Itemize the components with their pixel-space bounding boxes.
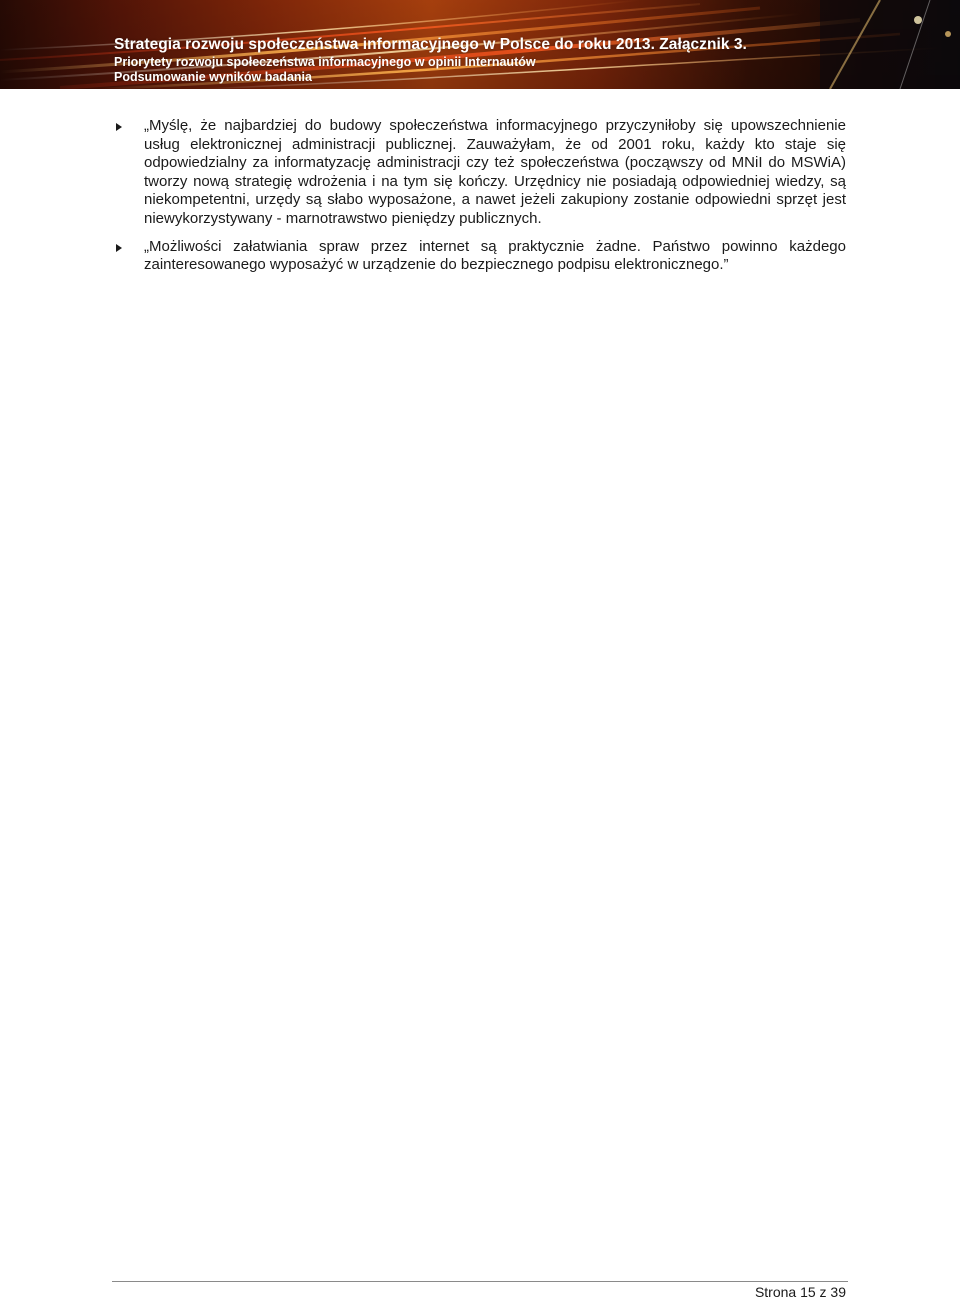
footer-divider: [112, 1281, 848, 1282]
header-banner: [0, 0, 960, 89]
list-item: [114, 117, 846, 229]
quote-text: „Myślę, że najbardziej do budowy społeczeństwa informacyjnego przyczyniłoby się upowszechnienie usług elektronicznej administracji publicznej. Zauważyłam, że od 2001 roku, każdy kto staje się odpowiedzialny za informatyzację administracji czy też społeczeństwa (począwszy od MNiI do MSWiA) tworzy nową strategię wdrożenia i na tym się kończy. Urzędnicy nie posiadają odpowiedniej wiedzy, są niekompetentni, urzędy są słabo wyposażone, a nawet jeżeli zakupiony zostanie odpowiedni sprzęt jest niewykorzystywany - marnotrawstwo pieniędzy publicznych.: [144, 117, 846, 227]
page-number: Strona 15 z 39: [754, 1284, 846, 1300]
section-subtitle: Podsumowanie wyników badania: [114, 70, 312, 84]
triangle-bullet-icon: [116, 244, 122, 252]
document-subtitle: Priorytety rozwoju społeczeństwa informacyjnego w opinii Internautów: [114, 55, 536, 69]
document-title: Strategia rozwoju społeczeństwa informacyjnego w Polsce do roku 2013. Załącznik 3.: [114, 36, 747, 53]
triangle-bullet-icon: [116, 123, 122, 131]
document-body: [114, 117, 846, 284]
list-item: [114, 238, 846, 275]
quote-text: „Możliwości załatwiania spraw przez internet są praktycznie żadne. Państwo powinno każdego zainteresowanego wyposażyć w urządzenie do bezpiecznego podpisu elektronicznego.”: [144, 237, 846, 274]
